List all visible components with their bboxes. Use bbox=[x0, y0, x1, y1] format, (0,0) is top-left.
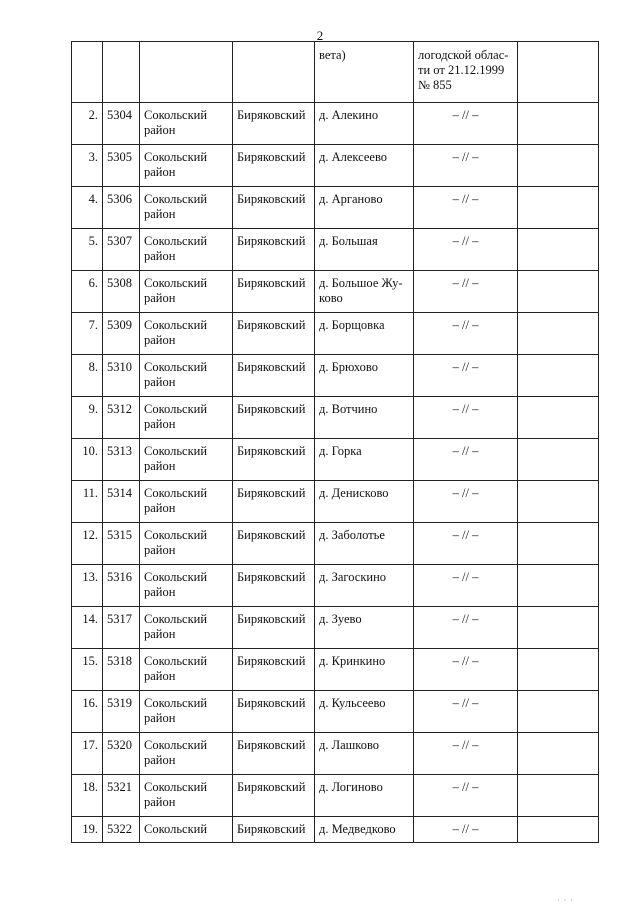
row-extra-cell bbox=[518, 271, 599, 313]
table-row bbox=[72, 355, 599, 397]
row-document-ref: – // – bbox=[452, 780, 479, 794]
row-document-ref: – // – bbox=[452, 318, 479, 332]
row-council: Биряковский bbox=[237, 780, 306, 794]
row-council: Биряковский bbox=[237, 234, 306, 248]
row-number-cell bbox=[72, 355, 103, 397]
table-row bbox=[72, 481, 599, 523]
row-code-cell bbox=[103, 313, 140, 355]
header-cell-document bbox=[414, 42, 518, 103]
row-settlement-line-1: д. Загоскино bbox=[319, 570, 387, 584]
row-district-cell bbox=[140, 481, 233, 523]
table-row bbox=[72, 607, 599, 649]
row-code-cell bbox=[103, 481, 140, 523]
row-number-cell bbox=[72, 775, 103, 817]
row-code: 5321 bbox=[107, 780, 132, 794]
row-number: 5. bbox=[88, 234, 98, 248]
header-document-line-1: логодской облас- bbox=[418, 48, 509, 62]
row-number: 4. bbox=[88, 192, 98, 206]
row-number-cell bbox=[72, 313, 103, 355]
header-cell-num bbox=[72, 42, 103, 103]
table-row bbox=[72, 817, 599, 843]
header-cell-code bbox=[103, 42, 140, 103]
row-document-ref-cell bbox=[414, 355, 518, 397]
row-number: 3. bbox=[88, 150, 98, 164]
row-settlement-line-1: д. Большая bbox=[319, 234, 378, 248]
row-document-ref: – // – bbox=[452, 192, 479, 206]
row-document-ref-cell bbox=[414, 187, 518, 229]
row-code-cell bbox=[103, 103, 140, 145]
row-code: 5317 bbox=[107, 612, 132, 626]
row-document-ref: – // – bbox=[452, 486, 479, 500]
row-district-line-2: район bbox=[144, 123, 176, 137]
row-code: 5308 bbox=[107, 276, 132, 290]
header-document-line-3: № 855 bbox=[418, 78, 452, 92]
row-council: Биряковский bbox=[237, 150, 306, 164]
row-extra-cell bbox=[518, 817, 599, 843]
row-extra-cell bbox=[518, 733, 599, 775]
row-district-line-1: Сокольский bbox=[144, 654, 208, 668]
row-settlement-cell bbox=[315, 649, 414, 691]
scan-corner-mark: · · · bbox=[557, 896, 574, 905]
row-settlement-line-1: д. Вотчино bbox=[319, 402, 378, 416]
row-document-ref: – // – bbox=[452, 234, 479, 248]
row-council: Биряковский bbox=[237, 654, 306, 668]
row-settlement-cell bbox=[315, 439, 414, 481]
row-number: 8. bbox=[88, 360, 98, 374]
settlements-table bbox=[71, 41, 599, 843]
row-settlement-cell bbox=[315, 187, 414, 229]
row-district-line-1: Сокольский bbox=[144, 486, 208, 500]
row-number-cell bbox=[72, 481, 103, 523]
row-council-cell bbox=[233, 817, 315, 843]
row-number: 15. bbox=[82, 654, 98, 668]
row-district-line-1: Сокольский bbox=[144, 318, 208, 332]
row-number: 2. bbox=[88, 108, 98, 122]
header-cell-council bbox=[233, 42, 315, 103]
row-document-ref: – // – bbox=[452, 360, 479, 374]
table-row bbox=[72, 313, 599, 355]
row-settlement-line-1: д. Алекино bbox=[319, 108, 379, 122]
row-council: Биряковский bbox=[237, 528, 306, 542]
row-extra-cell bbox=[518, 355, 599, 397]
row-settlement-cell bbox=[315, 313, 414, 355]
row-district-line-2: район bbox=[144, 753, 176, 767]
row-district-cell bbox=[140, 229, 233, 271]
row-extra-cell bbox=[518, 775, 599, 817]
row-settlement-cell bbox=[315, 229, 414, 271]
row-code: 5313 bbox=[107, 444, 132, 458]
row-settlement-cell bbox=[315, 355, 414, 397]
row-council-cell bbox=[233, 103, 315, 145]
row-extra-cell bbox=[518, 523, 599, 565]
row-document-ref: – // – bbox=[452, 570, 479, 584]
row-district-cell bbox=[140, 691, 233, 733]
row-district-line-2: район bbox=[144, 711, 176, 725]
row-document-ref-cell bbox=[414, 733, 518, 775]
row-council-cell bbox=[233, 733, 315, 775]
row-council-cell bbox=[233, 439, 315, 481]
row-settlement-cell bbox=[315, 565, 414, 607]
row-settlement-line-2: ково bbox=[319, 291, 343, 305]
row-council: Биряковский bbox=[237, 276, 306, 290]
row-council-cell bbox=[233, 145, 315, 187]
row-council-cell bbox=[233, 523, 315, 565]
table-row bbox=[72, 187, 599, 229]
row-number: 9. bbox=[88, 402, 98, 416]
row-council-cell bbox=[233, 355, 315, 397]
row-document-ref-cell bbox=[414, 439, 518, 481]
table-header-continuation-row bbox=[72, 42, 599, 103]
row-district-line-2: район bbox=[144, 459, 176, 473]
row-document-ref: – // – bbox=[452, 696, 479, 710]
header-cell-extra bbox=[518, 42, 599, 103]
row-code-cell bbox=[103, 187, 140, 229]
row-extra-cell bbox=[518, 229, 599, 271]
row-extra-cell bbox=[518, 187, 599, 229]
table-row bbox=[72, 733, 599, 775]
row-settlement-line-1: д. Большое Жу- bbox=[319, 276, 403, 290]
row-settlement-line-1: д. Алексеево bbox=[319, 150, 388, 164]
row-district-line-1: Сокольский bbox=[144, 150, 208, 164]
row-district-cell bbox=[140, 565, 233, 607]
row-district-line-1: Сокольский bbox=[144, 234, 208, 248]
table-row bbox=[72, 271, 599, 313]
row-number: 18. bbox=[82, 780, 98, 794]
row-settlement-cell bbox=[315, 397, 414, 439]
row-settlement-cell bbox=[315, 817, 414, 843]
row-district-cell bbox=[140, 607, 233, 649]
row-district-line-2: район bbox=[144, 669, 176, 683]
row-code-cell bbox=[103, 733, 140, 775]
row-code-cell bbox=[103, 817, 140, 843]
row-number-cell bbox=[72, 229, 103, 271]
row-district-cell bbox=[140, 817, 233, 843]
row-council-cell bbox=[233, 187, 315, 229]
row-code-cell bbox=[103, 565, 140, 607]
row-district-line-1: Сокольский bbox=[144, 612, 208, 626]
header-location-fragment: вета) bbox=[319, 48, 346, 62]
row-extra-cell bbox=[518, 649, 599, 691]
row-document-ref: – // – bbox=[452, 444, 479, 458]
row-council-cell bbox=[233, 229, 315, 271]
row-code: 5316 bbox=[107, 570, 132, 584]
row-extra-cell bbox=[518, 691, 599, 733]
row-number: 7. bbox=[88, 318, 98, 332]
row-document-ref-cell bbox=[414, 145, 518, 187]
row-district-cell bbox=[140, 523, 233, 565]
row-settlement-cell bbox=[315, 481, 414, 523]
row-code-cell bbox=[103, 355, 140, 397]
row-council: Биряковский bbox=[237, 738, 306, 752]
row-code-cell bbox=[103, 271, 140, 313]
row-number-cell bbox=[72, 649, 103, 691]
row-settlement-cell bbox=[315, 775, 414, 817]
row-settlement-line-1: д. Брюхово bbox=[319, 360, 378, 374]
row-document-ref: – // – bbox=[452, 612, 479, 626]
row-district-cell bbox=[140, 313, 233, 355]
row-document-ref-cell bbox=[414, 397, 518, 439]
row-district-line-1: Сокольский bbox=[144, 780, 208, 794]
row-code: 5315 bbox=[107, 528, 132, 542]
row-district-line-1: Сокольский bbox=[144, 738, 208, 752]
row-document-ref-cell bbox=[414, 229, 518, 271]
row-code-cell bbox=[103, 775, 140, 817]
row-settlement-cell bbox=[315, 607, 414, 649]
row-document-ref-cell bbox=[414, 565, 518, 607]
row-district-line-1: Сокольский bbox=[144, 822, 208, 836]
row-document-ref: – // – bbox=[452, 150, 479, 164]
row-settlement-line-1: д. Кринкино bbox=[319, 654, 386, 668]
row-council: Биряковский bbox=[237, 318, 306, 332]
row-document-ref: – // – bbox=[452, 108, 479, 122]
row-document-ref-cell bbox=[414, 523, 518, 565]
row-number: 14. bbox=[82, 612, 98, 626]
row-district-line-2: район bbox=[144, 585, 176, 599]
row-code-cell bbox=[103, 691, 140, 733]
row-extra-cell bbox=[518, 607, 599, 649]
row-settlement-cell bbox=[315, 733, 414, 775]
row-document-ref-cell bbox=[414, 607, 518, 649]
row-extra-cell bbox=[518, 145, 599, 187]
row-number-cell bbox=[72, 145, 103, 187]
row-district-cell bbox=[140, 271, 233, 313]
row-council: Биряковский bbox=[237, 822, 306, 836]
table-row bbox=[72, 397, 599, 439]
row-council: Биряковский bbox=[237, 108, 306, 122]
row-district-line-1: Сокольский bbox=[144, 276, 208, 290]
row-document-ref-cell bbox=[414, 481, 518, 523]
row-council: Биряковский bbox=[237, 192, 306, 206]
row-district-line-2: район bbox=[144, 501, 176, 515]
row-settlement-cell bbox=[315, 103, 414, 145]
row-council: Биряковский bbox=[237, 402, 306, 416]
row-number-cell bbox=[72, 523, 103, 565]
row-district-line-2: район bbox=[144, 291, 176, 305]
row-district-cell bbox=[140, 145, 233, 187]
row-settlement-line-1: д. Борщовка bbox=[319, 318, 385, 332]
row-council: Биряковский bbox=[237, 570, 306, 584]
row-council-cell bbox=[233, 775, 315, 817]
row-district-cell bbox=[140, 649, 233, 691]
header-cell-district bbox=[140, 42, 233, 103]
row-district-cell bbox=[140, 397, 233, 439]
row-settlement-line-1: д. Медведково bbox=[319, 822, 396, 836]
row-code: 5306 bbox=[107, 192, 132, 206]
row-number-cell bbox=[72, 103, 103, 145]
row-council: Биряковский bbox=[237, 486, 306, 500]
row-code: 5310 bbox=[107, 360, 132, 374]
row-settlement-cell bbox=[315, 523, 414, 565]
row-district-cell bbox=[140, 187, 233, 229]
row-district-line-2: район bbox=[144, 417, 176, 431]
row-district-cell bbox=[140, 775, 233, 817]
row-district-cell bbox=[140, 103, 233, 145]
row-district-line-1: Сокольский bbox=[144, 570, 208, 584]
row-number: 12. bbox=[82, 528, 98, 542]
row-council-cell bbox=[233, 313, 315, 355]
row-number-cell bbox=[72, 607, 103, 649]
table-row bbox=[72, 439, 599, 481]
row-document-ref: – // – bbox=[452, 654, 479, 668]
row-code: 5314 bbox=[107, 486, 132, 500]
table-row bbox=[72, 649, 599, 691]
row-district-line-1: Сокольский bbox=[144, 108, 208, 122]
row-council-cell bbox=[233, 565, 315, 607]
row-code: 5318 bbox=[107, 654, 132, 668]
row-council: Биряковский bbox=[237, 612, 306, 626]
row-code: 5319 bbox=[107, 696, 132, 710]
row-district-cell bbox=[140, 355, 233, 397]
table-row bbox=[72, 565, 599, 607]
row-code-cell bbox=[103, 607, 140, 649]
row-council-cell bbox=[233, 649, 315, 691]
row-number-cell bbox=[72, 187, 103, 229]
table-row bbox=[72, 775, 599, 817]
table-row bbox=[72, 523, 599, 565]
row-settlement-cell bbox=[315, 271, 414, 313]
row-district-line-2: район bbox=[144, 333, 176, 347]
row-number-cell bbox=[72, 397, 103, 439]
row-code: 5309 bbox=[107, 318, 132, 332]
row-document-ref-cell bbox=[414, 691, 518, 733]
row-code-cell bbox=[103, 649, 140, 691]
row-council-cell bbox=[233, 607, 315, 649]
row-settlement-line-1: д. Кульсеево bbox=[319, 696, 386, 710]
table-row bbox=[72, 691, 599, 733]
row-document-ref-cell bbox=[414, 817, 518, 843]
row-council: Биряковский bbox=[237, 444, 306, 458]
row-code-cell bbox=[103, 397, 140, 439]
row-number: 11. bbox=[82, 486, 98, 500]
row-settlement-line-1: д. Заболотье bbox=[319, 528, 385, 542]
row-number: 17. bbox=[82, 738, 98, 752]
row-district-line-2: район bbox=[144, 375, 176, 389]
row-number-cell bbox=[72, 271, 103, 313]
row-district-line-1: Сокольский bbox=[144, 360, 208, 374]
row-document-ref: – // – bbox=[452, 822, 479, 836]
row-district-line-2: район bbox=[144, 627, 176, 641]
row-number: 16. bbox=[82, 696, 98, 710]
row-extra-cell bbox=[518, 103, 599, 145]
row-document-ref: – // – bbox=[452, 738, 479, 752]
row-district-line-1: Сокольский bbox=[144, 402, 208, 416]
table-row bbox=[72, 103, 599, 145]
row-number: 13. bbox=[82, 570, 98, 584]
row-district-line-1: Сокольский bbox=[144, 444, 208, 458]
row-number-cell bbox=[72, 733, 103, 775]
row-code: 5307 bbox=[107, 234, 132, 248]
row-number: 19. bbox=[82, 822, 98, 836]
row-district-line-1: Сокольский bbox=[144, 528, 208, 542]
header-cell-location bbox=[315, 42, 414, 103]
row-district-line-2: район bbox=[144, 543, 176, 557]
row-number: 10. bbox=[82, 444, 98, 458]
row-settlement-line-1: д. Зуево bbox=[319, 612, 362, 626]
row-settlement-line-1: д. Горка bbox=[319, 444, 362, 458]
row-council-cell bbox=[233, 397, 315, 439]
row-code: 5312 bbox=[107, 402, 132, 416]
row-code-cell bbox=[103, 439, 140, 481]
row-document-ref-cell bbox=[414, 649, 518, 691]
row-document-ref: – // – bbox=[452, 528, 479, 542]
row-extra-cell bbox=[518, 439, 599, 481]
row-number-cell bbox=[72, 565, 103, 607]
row-extra-cell bbox=[518, 565, 599, 607]
row-number-cell bbox=[72, 691, 103, 733]
row-council-cell bbox=[233, 481, 315, 523]
row-code-cell bbox=[103, 229, 140, 271]
table-body bbox=[72, 42, 599, 843]
row-document-ref-cell bbox=[414, 775, 518, 817]
row-number-cell bbox=[72, 439, 103, 481]
row-document-ref: – // – bbox=[452, 402, 479, 416]
row-district-line-2: район bbox=[144, 249, 176, 263]
row-settlement-line-1: д. Лашково bbox=[319, 738, 380, 752]
row-settlement-line-1: д. Арганово bbox=[319, 192, 383, 206]
row-district-line-2: район bbox=[144, 795, 176, 809]
row-district-line-2: район bbox=[144, 207, 176, 221]
row-district-line-1: Сокольский bbox=[144, 696, 208, 710]
row-code: 5305 bbox=[107, 150, 132, 164]
header-document-line-2: ти от 21.12.1999 bbox=[418, 63, 505, 77]
table-row bbox=[72, 145, 599, 187]
row-district-line-2: район bbox=[144, 165, 176, 179]
row-extra-cell bbox=[518, 481, 599, 523]
row-council: Биряковский bbox=[237, 696, 306, 710]
row-council-cell bbox=[233, 691, 315, 733]
row-district-line-1: Сокольский bbox=[144, 192, 208, 206]
row-number-cell bbox=[72, 817, 103, 843]
row-code-cell bbox=[103, 523, 140, 565]
row-number: 6. bbox=[88, 276, 98, 290]
row-document-ref: – // – bbox=[452, 276, 479, 290]
row-extra-cell bbox=[518, 397, 599, 439]
row-council-cell bbox=[233, 271, 315, 313]
row-code: 5322 bbox=[107, 822, 132, 836]
row-settlement-cell bbox=[315, 691, 414, 733]
row-document-ref-cell bbox=[414, 313, 518, 355]
row-document-ref-cell bbox=[414, 103, 518, 145]
row-code: 5304 bbox=[107, 108, 132, 122]
row-code: 5320 bbox=[107, 738, 132, 752]
page-number: 2 bbox=[316, 28, 324, 43]
row-settlement-line-1: д. Денисково bbox=[319, 486, 389, 500]
row-extra-cell bbox=[518, 313, 599, 355]
row-district-cell bbox=[140, 733, 233, 775]
row-code-cell bbox=[103, 145, 140, 187]
row-settlement-cell bbox=[315, 145, 414, 187]
row-document-ref-cell bbox=[414, 271, 518, 313]
row-council: Биряковский bbox=[237, 360, 306, 374]
row-settlement-line-1: д. Логиново bbox=[319, 780, 383, 794]
row-district-cell bbox=[140, 439, 233, 481]
table-row bbox=[72, 229, 599, 271]
